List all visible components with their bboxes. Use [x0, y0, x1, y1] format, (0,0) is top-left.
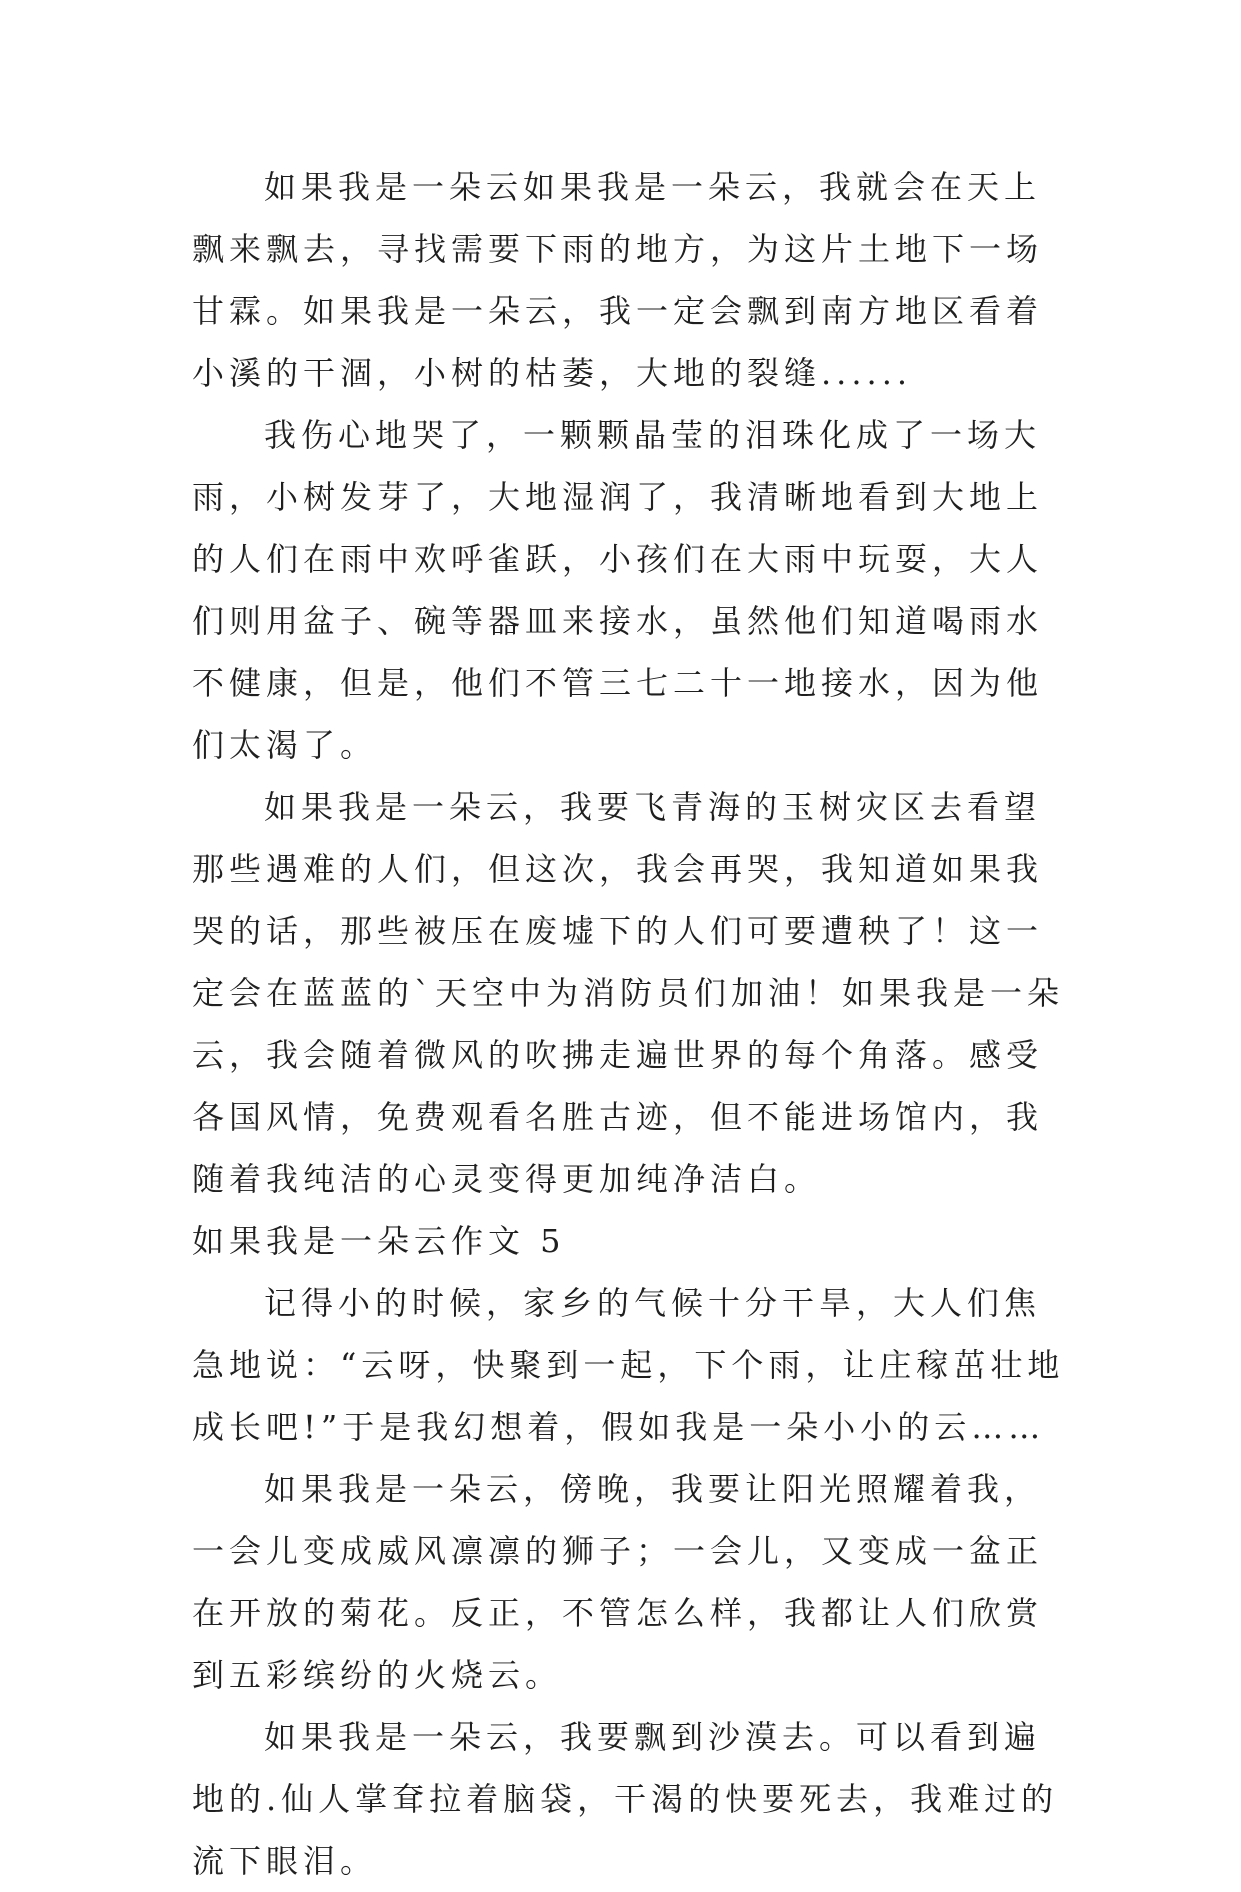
- document-body: [192, 156, 1072, 1892]
- paragraph-3: 如果我是一朵云，我要飞青海的玉树灾区去看望那些遇难的人们，但这次，我会再哭，我知道如果我哭的话，那些被压在废墟下的人们可要遭秧了！这一定会在蓝蓝的`天空中为消防员们加油！如果我是一朵云，我会随着微风的吹拂走遍世界的每个角落。感受各国风情，免费观看名胜古迹，但不能进场馆内，我随着我纯洁的心灵变得更加纯净洁白。: [192, 788, 1065, 1198]
- paragraph-2: 我伤心地哭了，一颗颗晶莹的泪珠化成了一场大雨，小树发芽了，大地湿润了，我清晰地看到大地上的人们在雨中欢呼雀跃，小孩们在大雨中玩耍，大人们则用盆子、碗等器皿来接水，虽然他们知道喝雨水不健康，但是，他们不管三七二十一地接水，因为他们太渴了。: [192, 416, 1044, 764]
- section-heading: 如果我是一朵云作文 5: [192, 1222, 566, 1260]
- paragraph-1: 如果我是一朵云如果我是一朵云，我就会在天上飘来飘去，寻找需要下雨的地方，为这片土地下一场甘霖。如果我是一朵云，我一定会飘到南方地区看着小溪的干涸，小树的枯萎，大地的裂缝......: [192, 168, 1044, 392]
- paragraph-6: 如果我是一朵云，我要飘到沙漠去。可以看到遍地的.仙人掌耷拉着脑袋，干渴的快要死去，我难过的流下眼泪。: [192, 1718, 1059, 1880]
- paragraph-4: 记得小的时候，家乡的气候十分干旱，大人们焦急地说：“云呀，快聚到一起，下个雨，让庄稼茁壮地成长吧!”于是我幻想着，假如我是一朵小小的云……: [192, 1284, 1065, 1446]
- paragraph-5: 如果我是一朵云，傍晚，我要让阳光照耀着我，一会儿变成威风凛凛的狮子；一会儿，又变成一盆正在开放的菊花。反正，不管怎么样，我都让人们欣赏到五彩缤纷的火烧云。: [192, 1470, 1044, 1694]
